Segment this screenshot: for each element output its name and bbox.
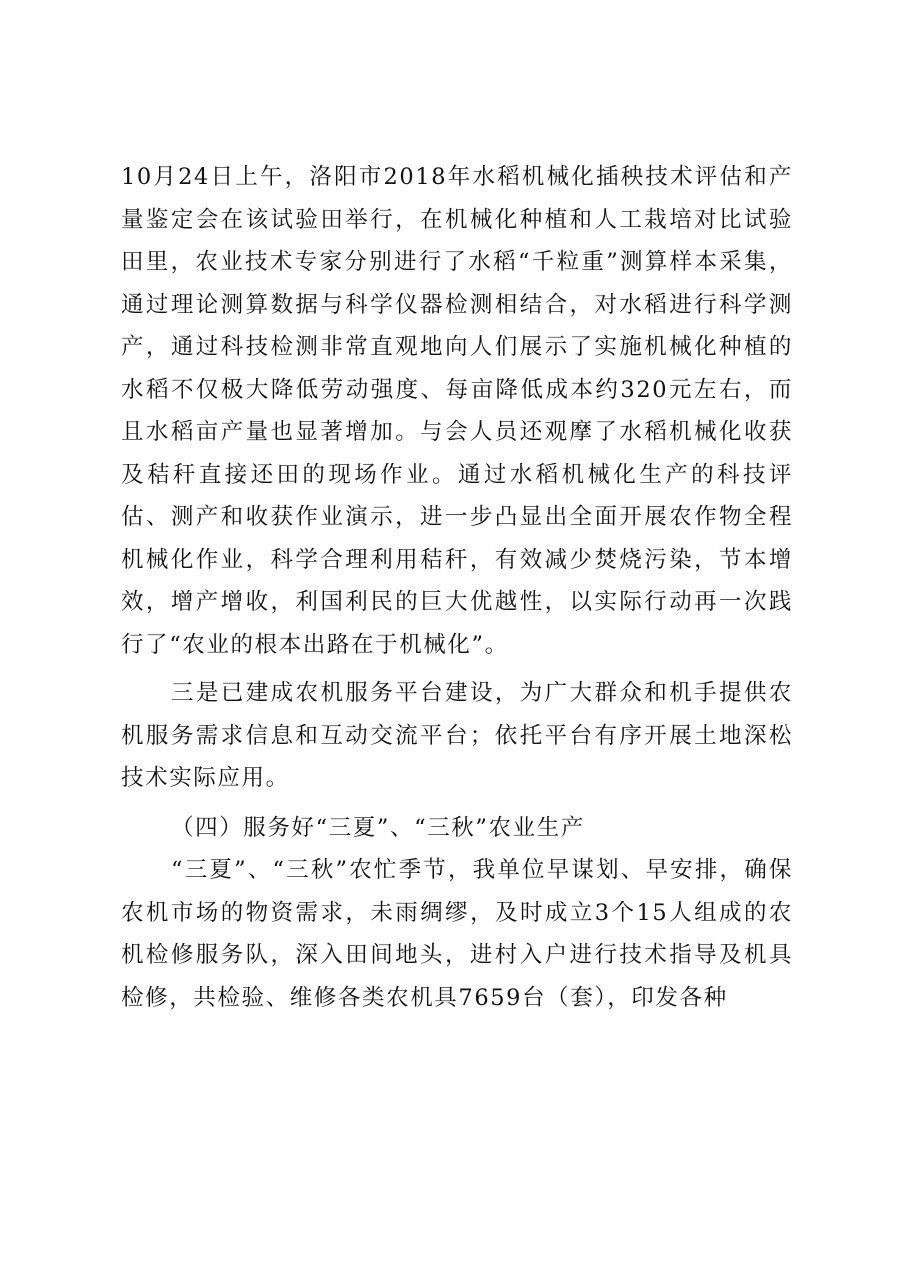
section-heading-four: （四）服务好“三夏”、“三秋”农业生产 xyxy=(171,814,585,841)
document-body xyxy=(121,156,793,1026)
paragraph-busy-season: “三夏”、“三秋”农忙季节，我单位早谋划、早安排，确保农机市场的物资需求，未雨绸缪，及时成立3个15人组成的农机检修服务队，深入田间地头，进村入户进行技术指导及机具检修，共检验、维修各类农机具7659台（套），印发各种 xyxy=(121,857,793,1011)
paragraph-service-platform: 三是已建成农机服务平台建设，为广大群众和机手提供农机服务需求信息和互动交流平台；依托平台有序开展土地深松技术实际应用。 xyxy=(121,680,793,791)
paragraph-rice-mechanization: 10月24日上午，洛阳市2018年水稻机械化插秧技术评估和产量鉴定会在该试验田举行，在机械化种植和人工栽培对比试验田里，农业技术专家分别进行了水稻“千粒重”测算样本采集，通过理论测算数据与科学仪器检测相结合，对水稻进行科学测产，通过科技检测非常直观地向人们展示了实施机械化种植的水稻不仅极大降低劳动强度、每亩降低成本约320元左右，而且水稻亩产量也显著增加。与会人员还观摩了水稻机械化收获及秸秆直接还田的现场作业。通过水稻机械化生产的科技评估、测产和收获作业演示，进一步凸显出全面开展农作物全程机械化作业，科学合理利用秸秆，有效减少焚烧污染，节本增效，增产增收，利国利民的巨大优越性，以实际行动再一次践行了“农业的根本出路在于机械化”。 xyxy=(121,164,793,658)
